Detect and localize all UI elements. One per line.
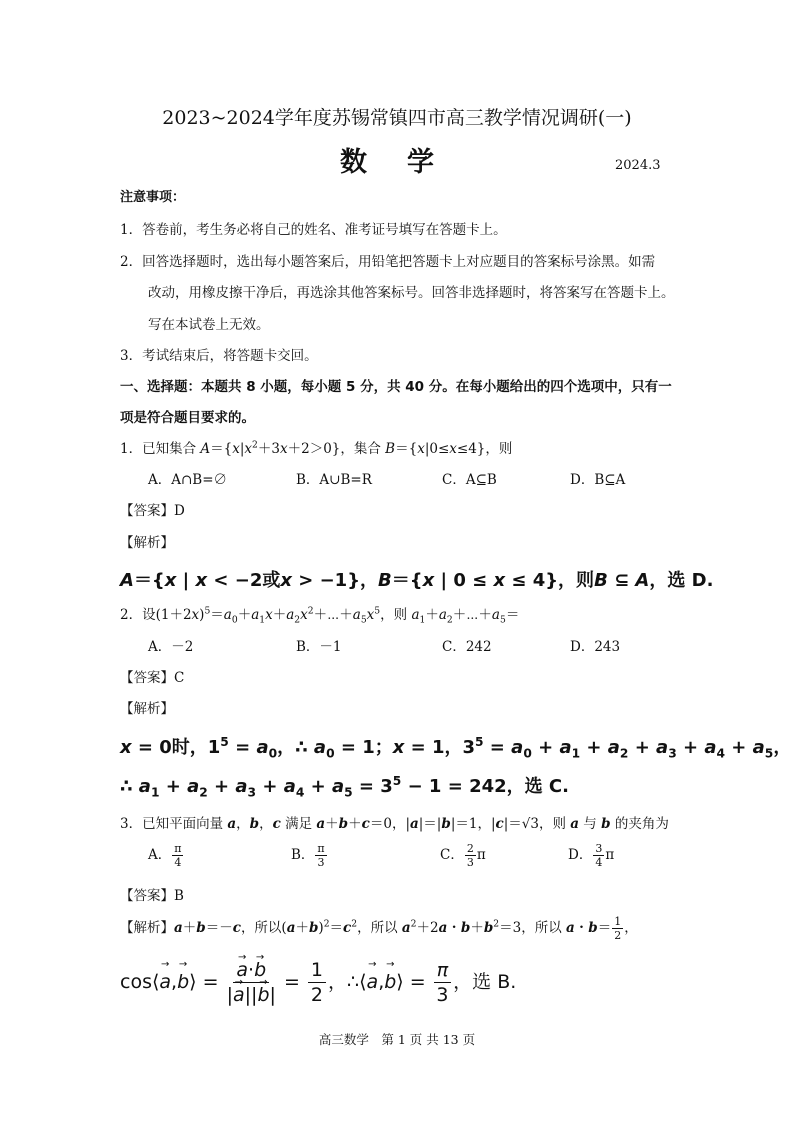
question-2-solution-line-2: ∴ $a_1 + a_2 + a_3 + a_4 + a_5 = 3^5 - 1 = 242$，选 C. <box>120 774 569 800</box>
question-3-answer <box>120 884 184 904</box>
question-3-option-a: A． $\frac{\pi}{4}$ <box>148 842 182 869</box>
question-2-option-d: D．243 <box>570 639 621 655</box>
subject-title: 数学 <box>340 147 474 178</box>
answer-label: 【答案】 <box>120 888 174 904</box>
page-title: 2023~2024学年度苏锡常镇四市高三教学情况调研(一) <box>162 107 632 129</box>
question-1-answer-value: D <box>174 503 185 519</box>
question-1-number: 1． <box>120 441 143 457</box>
question-3-stem: 3．已知平面向量 a，b，c 满足 a＋b＋c＝0，|a|＝|b|＝1，|c|＝√3，则 a 与 b 的夹角为 <box>120 816 669 832</box>
question-2-analysis-label: 【解析】 <box>120 701 174 717</box>
question-3-solution: cos⟨→ a,→ b⟩ = → $\frac{a\cdot\to b}{|\to a||\to b|}$ = $\frac{1}{2}$ ，∴⟨→ a,→ b⟩ = $\frac{\pi}{3}$ ，选 B. <box>120 958 516 1007</box>
question-2-stem: 2．设$(1+2x)^5=a_0+a_1x+a_2x^2+\cdots+a_5x^5$，则 $a_1+a_2+\cdots+a_5=$ <box>120 605 520 626</box>
question-1-option-c: C．A⊆B <box>442 472 497 488</box>
question-2-answer-value: C <box>174 670 185 686</box>
question-1-option-d: D．B⊆A <box>570 472 626 488</box>
question-2-option-a: A．－2 <box>148 639 194 655</box>
section-1-instructions-line-2: 项是符合题目要求的。 <box>120 410 255 426</box>
question-1-solution: A＝{x | x < −2或x > −1}，B＝{x | 0 ≤ x ≤ 4}，则B ⊆ A，选 D. <box>120 570 714 591</box>
question-3-option-c: C． $\frac{2}{3}$ π <box>440 842 486 869</box>
question-1-analysis-label: 【解析】 <box>120 535 174 551</box>
answer-label: 【答案】 <box>120 503 174 519</box>
question-2-solution-line-1: x = 0时，$1^5 = a_0$，∴ $a_0 = 1$；x = 1，$3^5 = a_0 + a_1 + a_2 + a_3 + a_4 + a_5$， <box>120 735 792 761</box>
question-2-answer <box>120 666 184 686</box>
question-1-answer <box>120 499 185 519</box>
question-2-option-b: B．－1 <box>296 639 342 655</box>
note-item-1: 1．答卷前，考生务必将自己的姓名、准考证号填写在答题卡上。 <box>120 222 507 238</box>
page-footer: 高三数学 第 1 页 共 13 页 <box>318 1032 476 1047</box>
question-3-number: 3． <box>120 816 143 832</box>
note-item-2-line-2: 改动，用橡皮擦干净后，再选涂其他答案标号。回答非选择题时，将答案写在答题卡上。 <box>148 285 675 301</box>
question-3-analysis-line-1: 【解析】a＋b＝－c，所以$(a+b)^2=c^2$，所以 $a^2+2a$・$b+b^2=3$，所以 a・b＝ $\frac{1}{2}$ ， <box>120 915 638 942</box>
question-3-option-d: D． $\frac{3}{4}$ π <box>568 842 615 869</box>
note-item-2-line-3: 写在本试卷上无效。 <box>148 317 270 333</box>
question-2-option-c: C．242 <box>442 639 492 655</box>
note-item-3: 3．考试结束后，将答题卡交回。 <box>120 348 318 364</box>
note-item-2-line-1: 2．回答选择题时，选出每小题答案后，用铅笔把答题卡上对应题目的答案标号涂黑。如需 <box>120 254 656 270</box>
answer-label: 【答案】 <box>120 670 174 686</box>
exam-date: 2024.3 <box>615 158 661 173</box>
section-1-instructions-line-1: 一、选择题：本题共 8 小题，每小题 5 分，共 40 分。在每小题给出的四个选项中，只有一 <box>120 379 672 395</box>
question-1-option-b: B．A∪B=R <box>296 472 372 488</box>
notes-heading: 注意事项： <box>120 190 186 205</box>
question-2-number: 2． <box>120 607 143 623</box>
question-3-option-b: B． $\frac{\pi}{3}$ <box>291 842 325 869</box>
question-1-stem: 1．已知集合 $A=\{x|x^2+3x+2>0\}$，集合 B＝{x|0≤x≤4}，则 <box>120 439 513 457</box>
question-1-option-a: A．A∩B=∅ <box>148 472 228 488</box>
analysis-label: 【解析】 <box>120 920 174 936</box>
question-3-answer-value: B <box>174 888 184 904</box>
